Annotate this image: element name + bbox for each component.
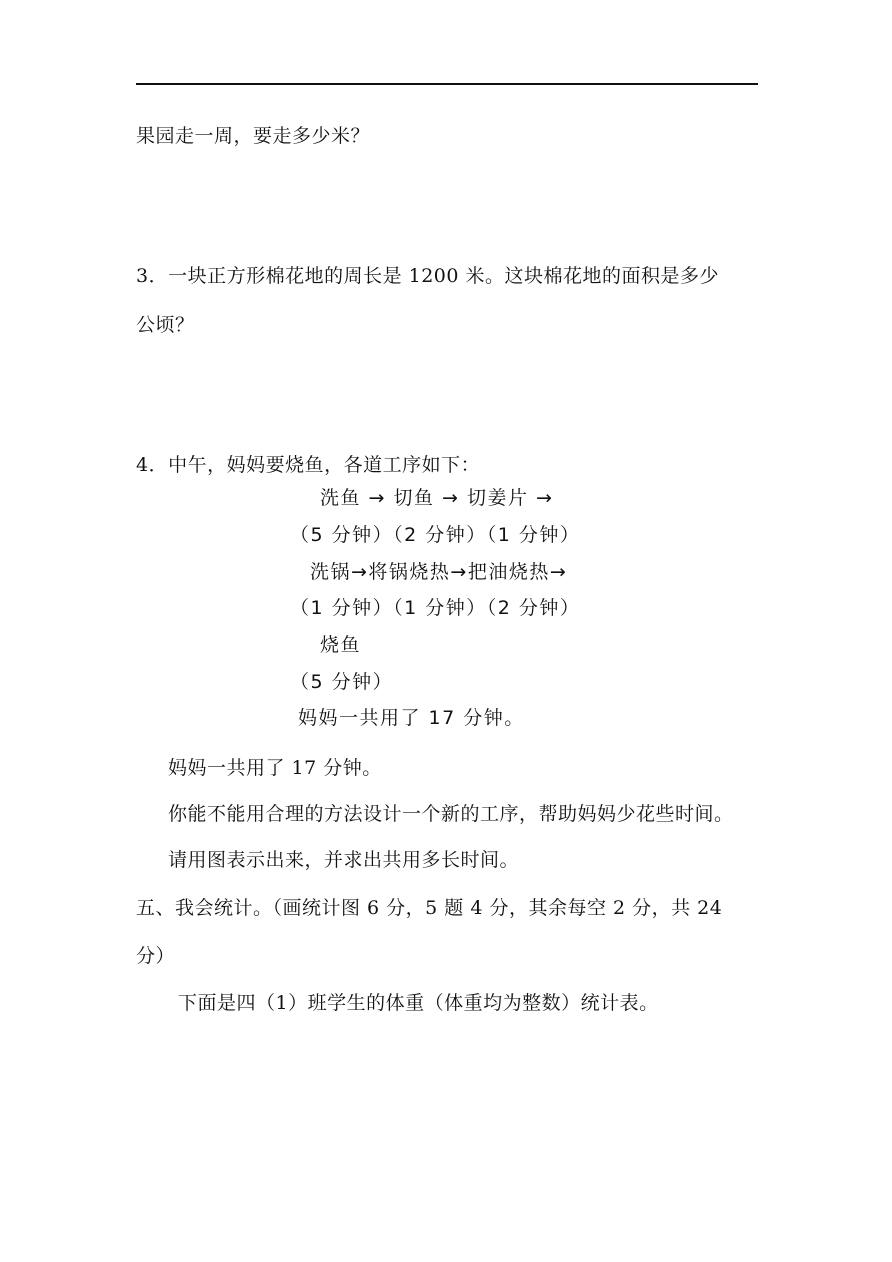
process-row-5: 烧鱼: [320, 634, 362, 656]
question-2-continuation: 果园走一周，要走多少米？: [136, 125, 371, 147]
process-row-2: （5 分钟）（2 分钟）（1 分钟）: [290, 524, 581, 546]
section-5-heading-line-1: 五、我会统计。（画统计图 6 分，5 题 4 分，其余每空 2 分，共 24: [136, 897, 723, 919]
question-4-total: 妈妈一共用了 17 分钟。: [168, 757, 382, 779]
question-4-intro: 4．中午，妈妈要烧鱼，各道工序如下：: [136, 454, 481, 476]
process-row-7: 妈妈一共用了 17 分钟。: [298, 707, 525, 729]
question-3-line-2: 公顷？: [136, 314, 195, 336]
section-5-heading-line-2: 分）: [136, 945, 176, 967]
process-row-3: 洗锅→将锅烧热→把油烧热→: [310, 561, 568, 583]
process-row-1: 洗鱼 → 切鱼 → 切姜片 →: [320, 487, 554, 509]
process-row-6: （5 分钟）: [290, 671, 394, 693]
question-3-line-1: 3．一块正方形棉花地的周长是 1200 米。这块棉花地的面积是多少: [136, 265, 720, 287]
section-5-description: 下面是四（1）班学生的体重（体重均为整数）统计表。: [178, 992, 659, 1014]
question-4-ask-1: 你能不能用合理的方法设计一个新的工序，帮助妈妈少花些时间。: [168, 803, 734, 825]
process-row-4: （1 分钟）（1 分钟）（2 分钟）: [290, 597, 581, 619]
header-rule: [136, 83, 758, 85]
question-4-ask-2: 请用图表示出来，并求出共用多长时间。: [168, 849, 520, 871]
